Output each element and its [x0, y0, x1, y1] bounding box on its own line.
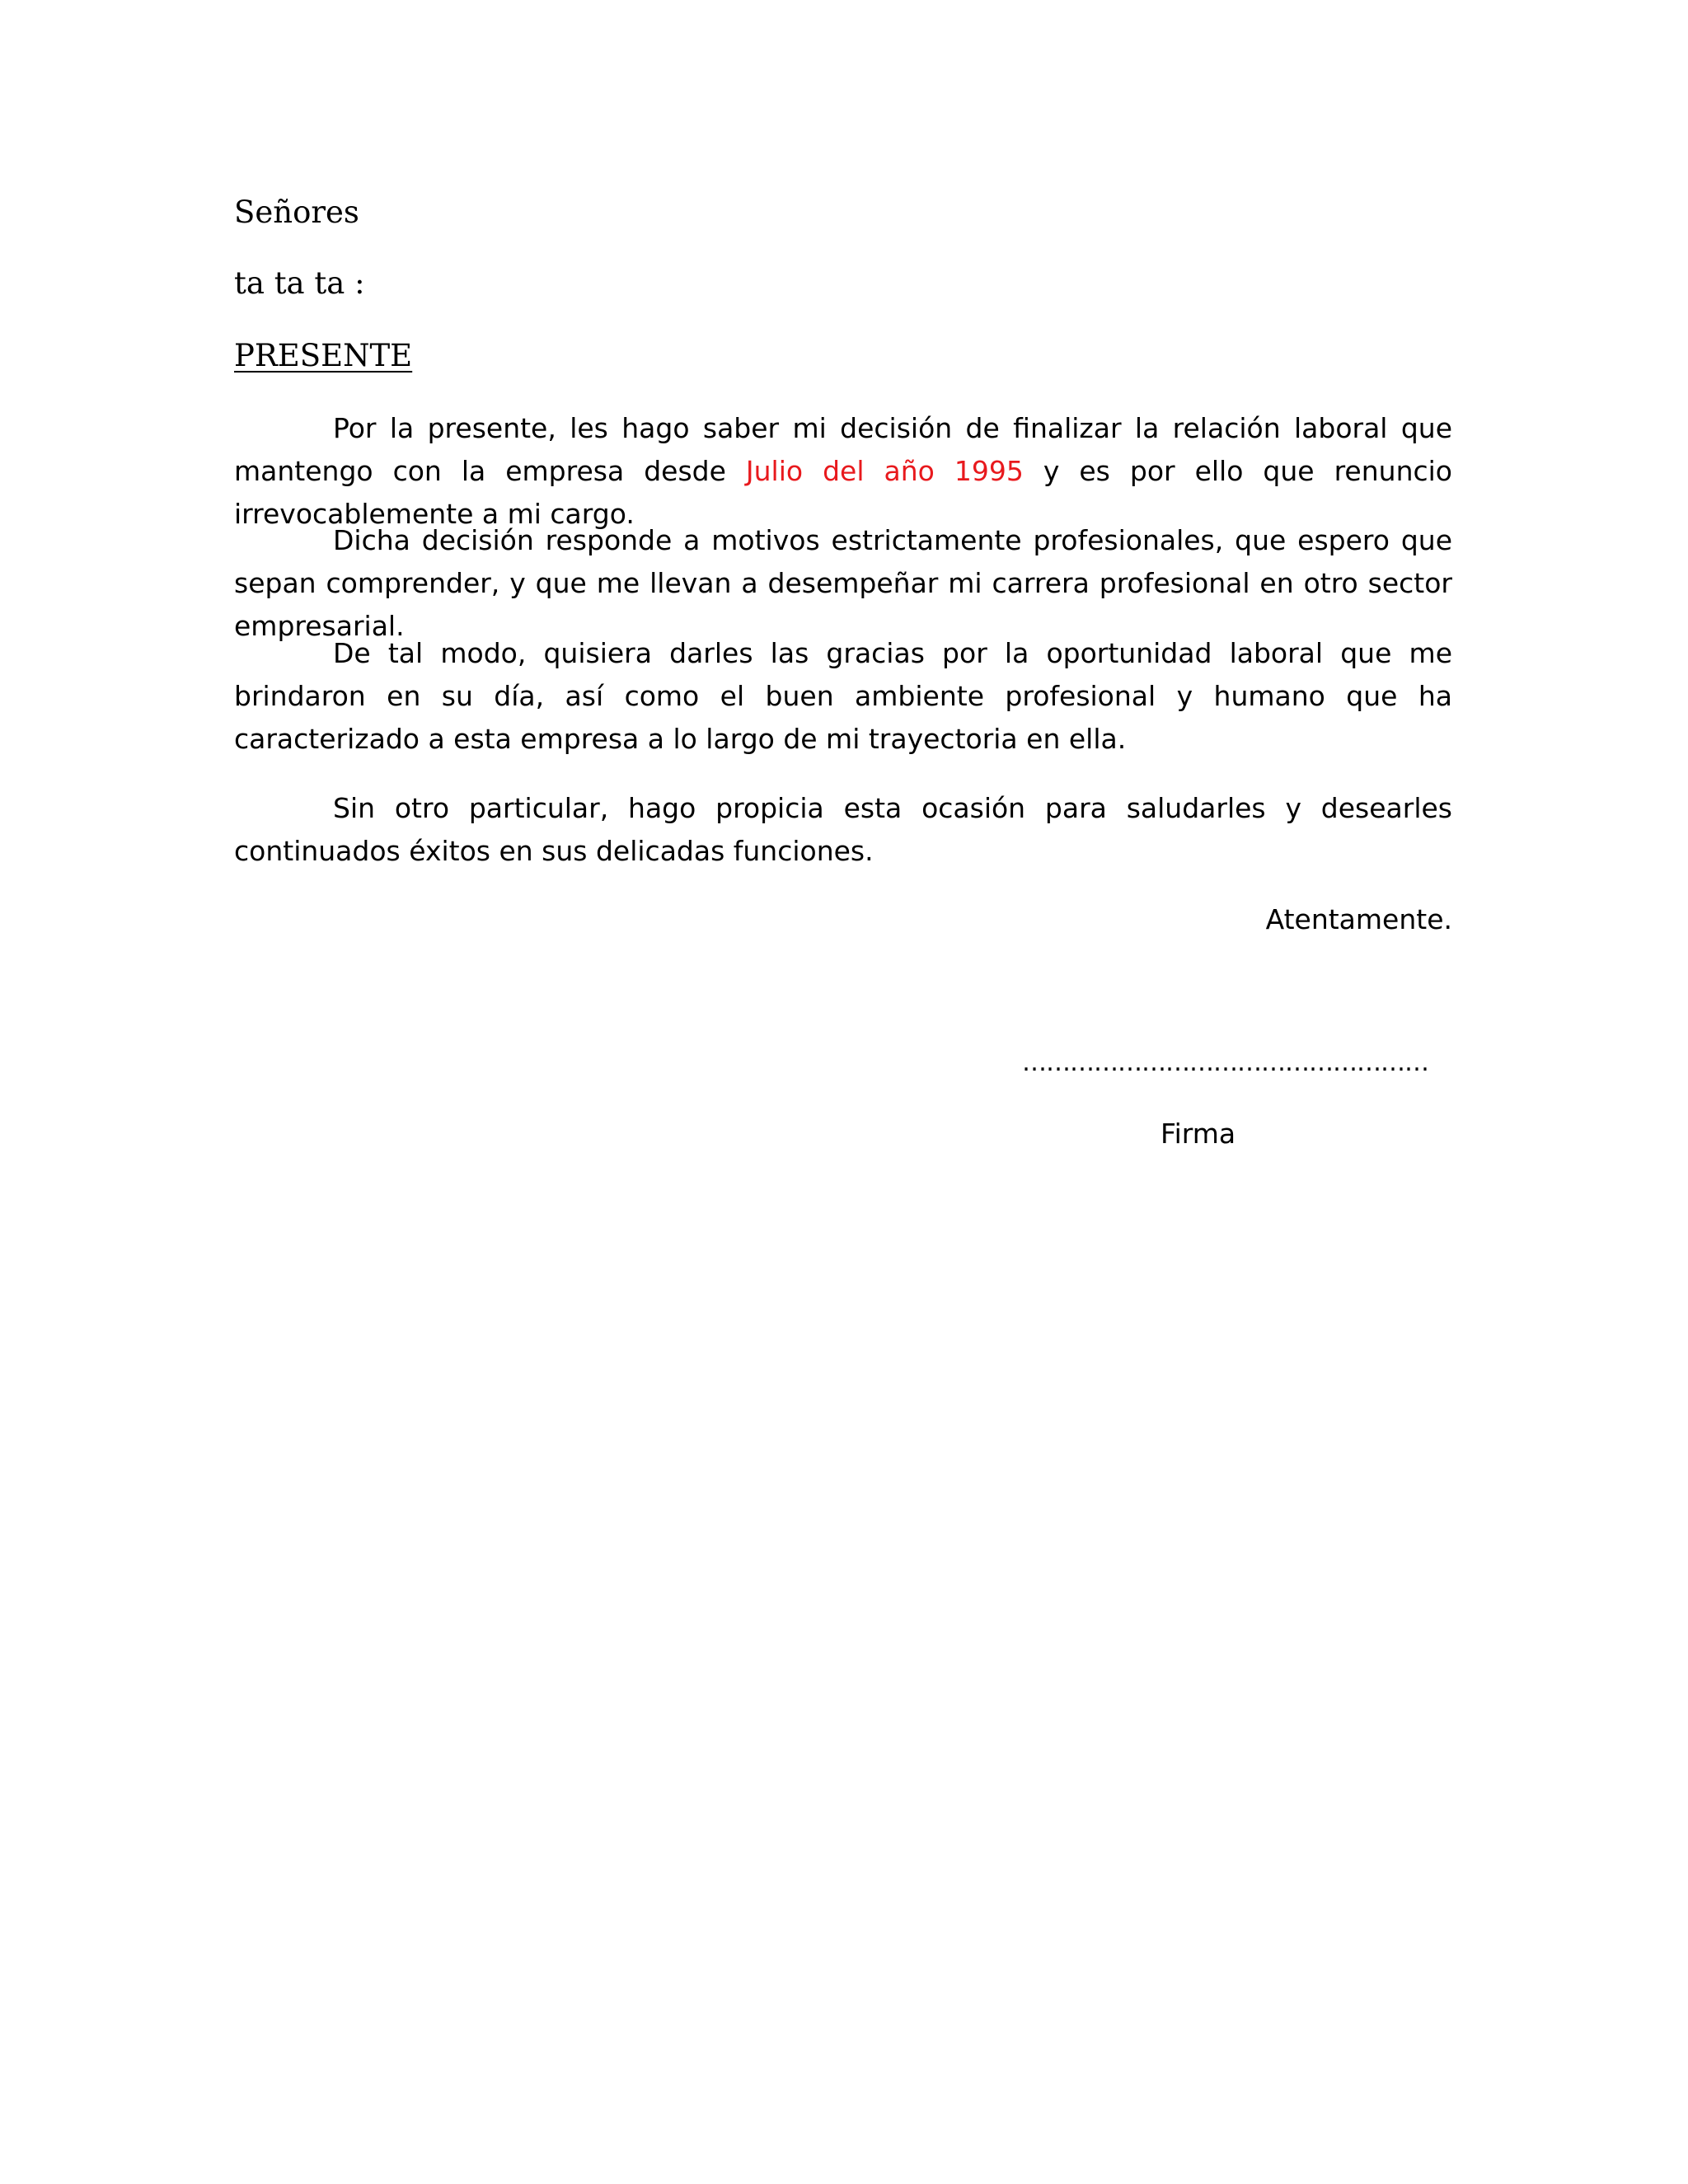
presente-heading: PRESENTE [234, 338, 413, 373]
paragraph-1-text-start: Por la presente, les hago saber mi decisión de finalizar la relación laboral que mantengo con la empresa desde [234, 412, 1452, 487]
paragraph-4: Sin otro particular, hago propicia esta ocasión para saludarles y desearles continuados éxitos en sus delicadas funciones. [234, 792, 1452, 867]
signature-label: Firma [1160, 1118, 1236, 1150]
paragraph-3: De tal modo, quisiera darles las gracias por la oportunidad laboral que me brindaron en su día, así como el buen ambiente profesional y humano que ha caracterizado a esta empresa a lo largo de mi trayectoria en ella. [234, 637, 1452, 755]
recipient: ta ta ta : [234, 265, 365, 301]
paragraph-1-text-end: y es por ello que renuncio irrevocablemente a mi cargo. [234, 455, 1452, 530]
signature-line: …………………………………………… [1022, 1048, 1428, 1077]
paragraph-2: Dicha decisión responde a motivos estrictamente profesionales, que espero que sepan comprender, y que me llevan a desempeñar mi carrera profesional en otro sector empresarial. [234, 524, 1452, 642]
start-date-highlight: Julio del año 1995 [745, 455, 1024, 487]
salutation: Señores [234, 194, 359, 230]
paragraph-1 [234, 407, 1452, 536]
closing: Atentamente. [1265, 903, 1452, 935]
